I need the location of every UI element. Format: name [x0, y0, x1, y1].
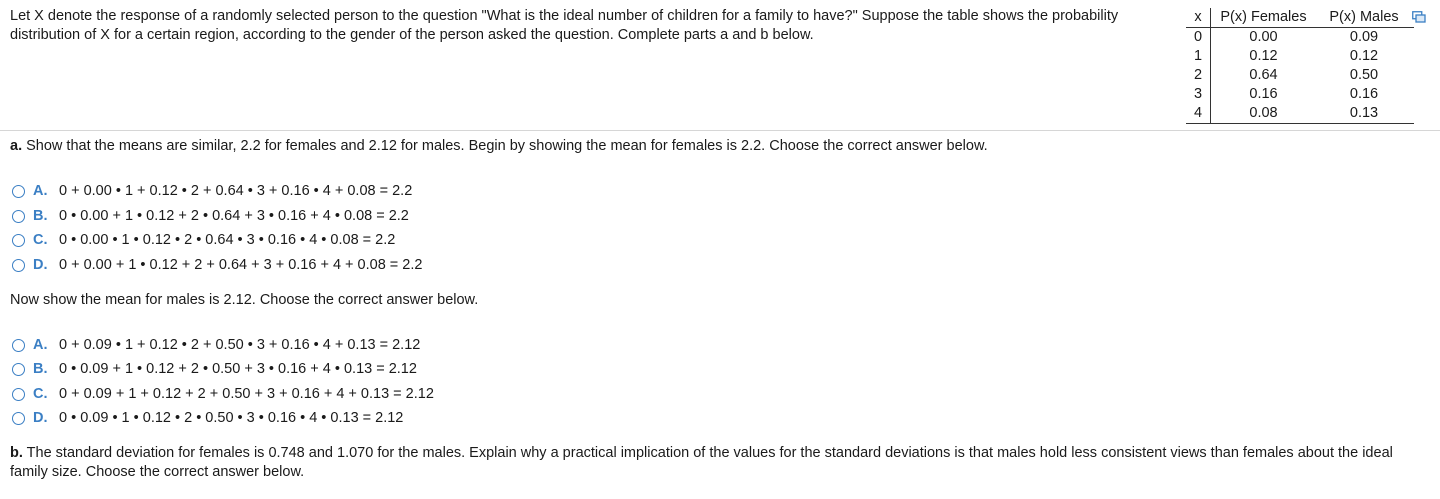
- part-a-prompt: [10, 137, 988, 156]
- cell-x: 1: [1186, 47, 1211, 66]
- choice-text: 0 • 0.00 • 1 • 0.12 • 2 • 0.64 • 3 • 0.16 • 4 • 0.08 = 2.2: [59, 232, 396, 248]
- choice-text: 0 + 0.00 + 1 • 0.12 + 2 + 0.64 + 3 + 0.16 + 4 + 0.08 = 2.2: [59, 257, 423, 273]
- radio-button[interactable]: [12, 388, 25, 401]
- header-males: P(x) Males: [1314, 8, 1414, 28]
- male-prompt: Now show the mean for males is 2.12. Choose the correct answer below.: [10, 292, 479, 308]
- part-b-label: b.: [10, 445, 23, 461]
- choice-letter: C.: [33, 386, 48, 402]
- cell-males: 0.50: [1349, 67, 1379, 84]
- copy-table-icon[interactable]: [1412, 11, 1426, 23]
- choice-text: 0 • 0.00 + 1 • 0.12 + 2 • 0.64 + 3 • 0.16 + 4 • 0.08 = 2.2: [59, 208, 409, 224]
- cell-females: 0.12: [1249, 48, 1278, 65]
- choice-letter: A.: [33, 337, 48, 353]
- probability-table: [1186, 8, 1414, 124]
- choice-text: 0 + 0.09 • 1 + 0.12 • 2 + 0.50 • 3 + 0.16 • 4 + 0.13 = 2.12: [59, 337, 421, 353]
- female-choice-d[interactable]: [12, 255, 422, 275]
- table-header-row: [1186, 8, 1414, 28]
- part-b-prompt-text: The standard deviation for females is 0.748 and 1.070 for the males. Explain why a practical implication of the values for the standard deviations is that males hold less consistent views than females about the ideal family size. Choose the correct answer below.: [10, 445, 1393, 480]
- radio-button[interactable]: [12, 210, 25, 223]
- radio-button[interactable]: [12, 234, 25, 247]
- choice-text: 0 • 0.09 • 1 • 0.12 • 2 • 0.50 • 3 • 0.16 • 4 • 0.13 = 2.12: [59, 410, 404, 426]
- header-females: P(x) Females: [1211, 8, 1315, 28]
- table-row: [1186, 47, 1414, 66]
- radio-button[interactable]: [12, 185, 25, 198]
- radio-button[interactable]: [12, 412, 25, 425]
- table-row: [1186, 66, 1414, 85]
- cell-females: 0.16: [1249, 86, 1278, 103]
- cell-males: 0.13: [1314, 104, 1414, 124]
- choice-letter: A.: [33, 183, 48, 199]
- cell-x: 4: [1186, 104, 1211, 124]
- part-b-prompt: [10, 444, 1430, 482]
- cell-females: 0.08: [1211, 104, 1315, 124]
- radio-button[interactable]: [12, 259, 25, 272]
- choice-letter: B.: [33, 208, 48, 224]
- male-choice-b[interactable]: [12, 359, 417, 379]
- choice-text: 0 • 0.09 + 1 • 0.12 + 2 • 0.50 + 3 • 0.16 + 4 • 0.13 = 2.12: [59, 361, 417, 377]
- radio-button[interactable]: [12, 339, 25, 352]
- choice-letter: B.: [33, 361, 48, 377]
- cell-x: 3: [1186, 85, 1211, 104]
- cell-males: 0.09: [1349, 29, 1379, 46]
- male-choice-d[interactable]: [12, 408, 403, 428]
- table-row: [1186, 28, 1414, 48]
- male-choice-c[interactable]: [12, 384, 434, 404]
- cell-females: 0.64: [1249, 67, 1278, 84]
- choice-text: 0 + 0.09 + 1 + 0.12 + 2 + 0.50 + 3 + 0.16 + 4 + 0.13 = 2.12: [59, 386, 434, 402]
- choice-letter: D.: [33, 410, 48, 426]
- table-row: [1186, 104, 1414, 124]
- radio-button[interactable]: [12, 363, 25, 376]
- male-choice-a[interactable]: [12, 335, 420, 355]
- cell-x: 2: [1186, 66, 1211, 85]
- choice-letter: C.: [33, 232, 48, 248]
- part-a-prompt-text: Show that the means are similar, 2.2 for females and 2.12 for males. Begin by showing the mean for females is 2.2. Choose the correct answer below.: [26, 138, 988, 154]
- choice-text: 0 + 0.00 • 1 + 0.12 • 2 + 0.64 • 3 + 0.16 • 4 + 0.08 = 2.2: [59, 183, 413, 199]
- female-choice-a[interactable]: [12, 181, 412, 201]
- female-choice-b[interactable]: [12, 206, 409, 226]
- choice-letter: D.: [33, 257, 48, 273]
- cell-males: 0.12: [1349, 48, 1379, 65]
- cell-x: 0: [1186, 28, 1211, 48]
- cell-females: 0.00: [1249, 29, 1278, 46]
- cell-males: 0.16: [1349, 86, 1379, 103]
- female-choice-c[interactable]: [12, 230, 395, 250]
- intro-text: Let X denote the response of a randomly selected person to the question "What is the ideal number of children for a family to have?" Suppose the table shows the probability distribution of X for a certain region, according to the gender of the person asked the question. Complete parts a and b below.: [10, 8, 1119, 43]
- header-x: x: [1186, 8, 1211, 28]
- section-divider: [0, 130, 1440, 131]
- table-row: [1186, 85, 1414, 104]
- part-a-label: a.: [10, 138, 23, 154]
